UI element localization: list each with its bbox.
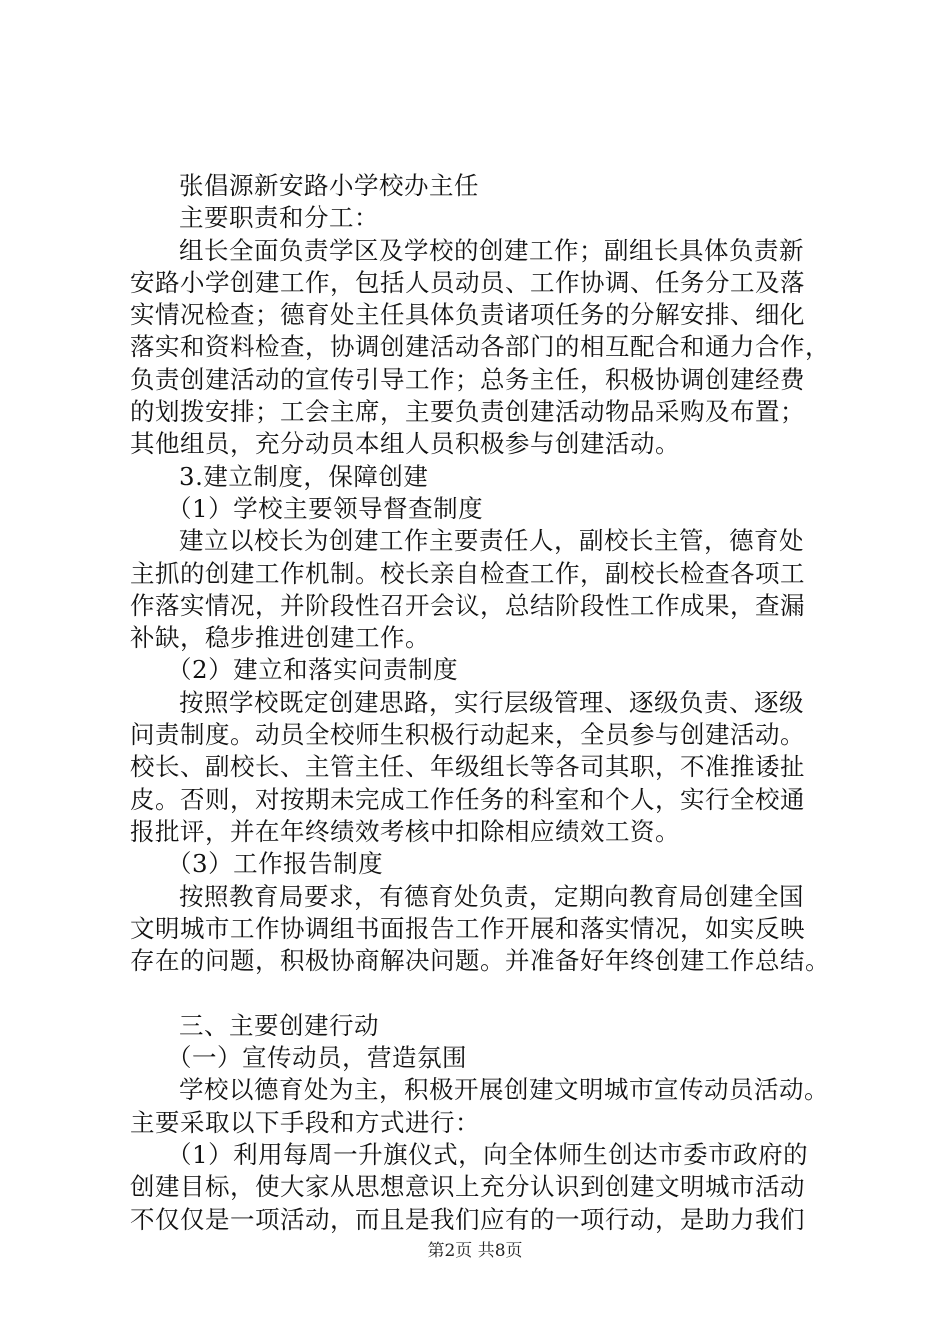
paragraph-start: 按照学校既定创建思路，实行层级管理、逐级负责、逐级 [179,687,804,717]
paragraph-start: 学校以德育处为主，积极开展创建文明城市宣传动员活动。 [179,1075,829,1105]
subsection-heading: （1）学校主要领导督查制度 [167,493,484,523]
text-line: 创建目标，使大家从思想意识上充分认识到创建文明城市活动 [130,1172,805,1202]
paragraph-start: 建立以校长为创建工作主要责任人，副校长主管，德育处 [179,526,804,556]
subsection-heading: （一）宣传动员，营造氛围 [167,1043,467,1073]
text-line: 主抓的创建工作机制。校长亲自检查工作，副校长检查各项工 [130,558,805,588]
text-line: 校长、副校长、主管主任、年级组长等各司其职，不准推诿扯 [130,752,805,782]
subsection-heading: （2）建立和落实问责制度 [167,655,459,685]
blank-line [130,977,852,1009]
text-line: 安路小学创建工作，包括人员动员、工作协调、任务分工及落 [130,267,805,297]
text-line: 存在的问题，积极协商解决问题。并准备好年终创建工作总结。 [130,946,830,976]
text-line: 问责制度。动员全校师生积极行动起来，全员参与创建活动。 [130,720,805,750]
text-line: 主要采取以下手段和方式进行： [130,1107,480,1137]
page-number: 第2页 共8页 [427,1241,523,1261]
text-line: 不仅仅是一项活动，而且是我们应有的一项行动，是助力我们 [130,1204,805,1234]
text-line: 的划拨安排；工会主席，主要负责创建活动物品采购及布置； [130,397,805,427]
text-line: 作落实情况，并阶段性召开会议，总结阶段性工作成果，查漏 [130,590,805,620]
text-line: 张倡源新安路小学校办主任 [179,171,479,200]
paragraph-start: 按照教育局要求，有德育处负责，定期向教育局创建全国 [179,881,804,911]
text-line: 补缺，稳步推进创建工作。 [130,623,430,653]
paragraph-start: 组长全面负责学区及学校的创建工作；副组长具体负责新 [179,235,804,265]
text-line: 皮。否则，对按期未完成工作任务的科室和个人，实行全校通 [130,784,805,814]
text-line: 主要职责和分工： [179,203,379,233]
paragraph-start: （1）利用每周一升旗仪式，向全体师生创达市委市政府的 [167,1139,809,1169]
text-line: 实情况检查；德育处主任具体负责诸项任务的分解安排、细化 [130,300,805,330]
text-line: 报批评，并在年终绩效考核中扣除相应绩效工资。 [130,816,680,846]
section-heading: 3.建立制度，保障创建 [179,461,429,491]
text-line: 文明城市工作协调组书面报告工作开展和落实情况，如实反映 [130,913,805,943]
subsection-heading: （3）工作报告制度 [167,849,384,879]
text-line: 其他组员，充分动员本组人员积极参与创建活动。 [130,429,680,459]
document-body [130,170,852,1236]
text-line: 落实和资料检查，协调创建活动各部门的相互配合和通力合作， [130,332,830,362]
text-line: 负责创建活动的宣传引导工作；总务主任，积极协调创建经费 [130,364,805,394]
section-heading: 三、主要创建行动 [179,1010,379,1040]
